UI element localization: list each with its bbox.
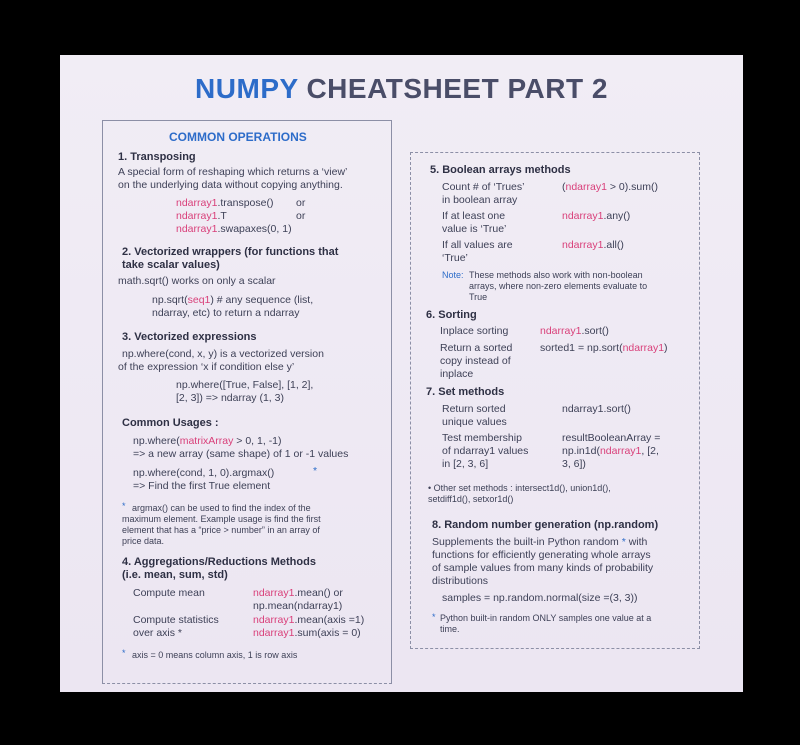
any-label-1: If at least one	[442, 210, 506, 222]
sorted-unique-label-2: unique values	[442, 416, 507, 428]
boolean-note-3: True	[469, 292, 488, 302]
compute-mean-code: ndarray1.mean() or	[253, 587, 343, 599]
vectorized-expressions-title: 3. Vectorized expressions	[122, 331, 257, 343]
boolean-methods-title: 5. Boolean arrays methods	[430, 164, 571, 176]
random-note-1: Python built-in random ONLY samples one value at a	[440, 613, 652, 623]
count-trues-label-1: Count # of ‘Trues’	[442, 181, 525, 193]
inplace-sorting-label: Inplace sorting	[440, 325, 509, 337]
sorted-unique-label-1: Return sorted	[442, 403, 506, 415]
usage-1-result: => a new array (same shape) of 1 or -1 values	[133, 448, 349, 460]
random-desc-1: Supplements the built-in Python random * with	[432, 536, 648, 548]
usage-2-result: => Find the first True element	[133, 480, 271, 492]
random-code: samples = np.random.normal(size =(3, 3))	[442, 592, 638, 604]
transpose-code: ndarray1.transpose()	[176, 197, 274, 209]
sum-axis-code: ndarray1.sum(axis = 0)	[253, 627, 361, 639]
sorted-copy-label-3: inplace	[440, 368, 474, 380]
other-set-methods-1: • Other set methods : intersect1d(), union1d(),	[428, 483, 611, 493]
any-code: ndarray1.any()	[562, 210, 631, 222]
set-methods-title: 7. Set methods	[426, 386, 505, 398]
compute-mean-label: Compute mean	[133, 587, 205, 599]
any-label-2: value is ‘True’	[442, 223, 507, 235]
transpose-or-2: or	[296, 210, 306, 222]
argmax-note-2: maximum element. Example usage is find the first	[122, 514, 321, 524]
argmax-note-1: argmax() can be used to find the index of the	[132, 503, 311, 513]
axis-note-star: *	[122, 648, 126, 658]
sorted-copy-label-1: Return a sorted	[440, 342, 513, 354]
vectorized-wrappers-title-2: take scalar values)	[122, 259, 220, 271]
boolean-note-1: These methods also work with non-boolean	[469, 270, 643, 280]
page-title	[60, 73, 743, 105]
sorted-copy-label-2: copy instead of	[440, 355, 511, 367]
np-where-line-2: of the expression ‘x if condition else y’	[118, 361, 295, 373]
t-code: ndarray1.T	[176, 210, 227, 222]
argmax-note-star: *	[122, 501, 126, 511]
random-desc-4: distributions	[432, 575, 489, 587]
np-where-code-2: [2, 3]) => ndarray (1, 3)	[176, 392, 284, 404]
inplace-sorting-code: ndarray1.sort()	[540, 325, 609, 337]
random-note-2: time.	[440, 624, 460, 634]
swapaxes-code: ndarray1.swapaxes(0, 1)	[176, 223, 292, 235]
common-usages-title: Common Usages :	[122, 417, 219, 429]
all-label-2: ‘True’	[442, 252, 468, 264]
mean-axis-code: ndarray1.mean(axis =1)	[253, 614, 365, 626]
title-rest: CHEATSHEET PART 2	[306, 73, 608, 104]
random-note-star: *	[432, 612, 436, 622]
all-label-1: If all values are	[442, 239, 513, 251]
np-sqrt-code-1: np.sqrt(seq1) # any sequence (list,	[152, 294, 314, 306]
compute-stats-label-2: over axis *	[133, 627, 183, 639]
cheatsheet-page	[60, 55, 743, 692]
title-highlight: NUMPY	[195, 73, 299, 104]
transposing-desc-1: A special form of reshaping which returns a ‘view’	[118, 166, 348, 178]
random-title: 8. Random number generation (np.random)	[432, 519, 659, 531]
aggregations-title-1: 4. Aggregations/Reductions Methods	[122, 556, 316, 568]
usage-2-code: np.where(cond, 1, 0).argmax()	[133, 467, 275, 479]
other-set-methods-2: setdiff1d(), setxor1d()	[428, 494, 514, 504]
vectorized-wrappers-title-1: 2. Vectorized wrappers (for functions that	[122, 246, 339, 258]
transposing-desc-2: on the underlying data without copying anything.	[118, 179, 343, 191]
random-desc-3: of sample values from many kinds of probability	[432, 562, 654, 574]
compute-stats-label-1: Compute statistics	[133, 614, 219, 626]
math-sqrt-line: math.sqrt() works on only a scalar	[118, 275, 276, 287]
boolean-note-2: arrays, where non-zero elements evaluate to	[469, 281, 648, 291]
sorted-unique-code: ndarray1.sort()	[562, 403, 631, 415]
usage-2-star: *	[313, 465, 318, 477]
np-where-line-1: np.where(cond, x, y) is a vectorized version	[122, 348, 324, 360]
count-trues-code: (ndarray1 > 0).sum()	[562, 181, 659, 193]
membership-label-2: of ndarray1 values	[442, 445, 529, 457]
all-code: ndarray1.all()	[562, 239, 624, 251]
argmax-note-3: element that has a “price > number” in an array of	[122, 525, 320, 535]
np-sqrt-code-2: ndarray, etc) to return a ndarray	[152, 307, 300, 319]
sorting-title: 6. Sorting	[426, 309, 477, 321]
membership-label-1: Test membership	[442, 432, 522, 444]
np-where-code-1: np.where([True, False], [1, 2],	[176, 379, 314, 391]
count-trues-label-2: in boolean array	[442, 194, 518, 206]
random-desc-2: functions for efficiently generating whole arrays	[432, 549, 651, 561]
membership-label-3: in [2, 3, 6]	[442, 458, 489, 470]
usage-1-code: np.where(matrixArray > 0, 1, -1)	[133, 435, 282, 447]
membership-code-1: resultBooleanArray =	[562, 432, 661, 444]
membership-code-2: np.in1d(ndarray1, [2,	[562, 445, 659, 457]
transposing-title: 1. Transposing	[118, 151, 196, 163]
argmax-note-4: price data.	[122, 536, 165, 546]
common-operations-heading: COMMON OPERATIONS	[169, 130, 307, 144]
np-mean-code: np.mean(ndarray1)	[253, 600, 343, 612]
transpose-or-1: or	[296, 197, 306, 209]
membership-code-3: 3, 6])	[562, 458, 586, 470]
note-label: Note:	[442, 270, 464, 280]
axis-note: axis = 0 means column axis, 1 is row axis	[132, 650, 298, 660]
aggregations-title-2: (i.e. mean, sum, std)	[122, 569, 228, 581]
sorted-copy-code: sorted1 = np.sort(ndarray1)	[540, 342, 668, 354]
